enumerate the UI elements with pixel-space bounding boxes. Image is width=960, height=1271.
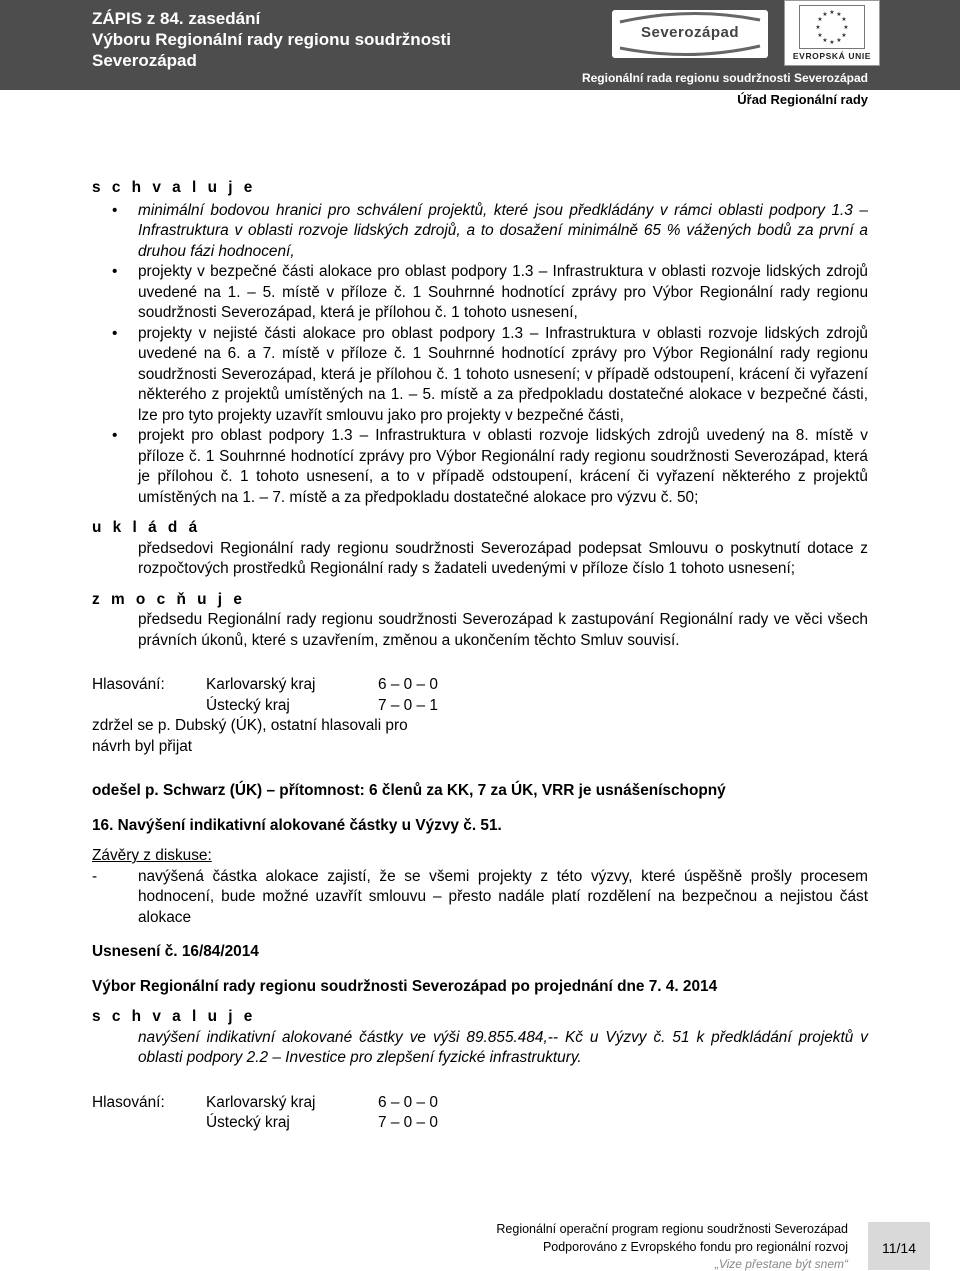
vote-result: 6 – 0 – 0: [378, 676, 438, 693]
discussion-text: navýšená částka alokace zajistí, že se všemi projekty z této výzvy, které úspěšně prošly procesem hodnocení, bude možné uzavřít smlouvu – přesto nadále platí rozdělení na bezpečnou a nejistou část alokace: [138, 867, 868, 926]
svg-text:★: ★: [843, 24, 849, 31]
vote-note: zdržel se p. Dubský (ÚK), ostatní hlasovali pro: [92, 717, 408, 734]
title-line-3: Severozápad: [92, 51, 197, 70]
svg-text:★: ★: [841, 16, 847, 23]
uklada-text: předsedovi Regionální rady regionu soudržnosti Severozápad podepsat Smlouvu o poskytnutí dotace z rozpočtových prostředků Regionální rady s žadateli uvedenými v příloze číslo 1 tohoto usnesení;: [138, 539, 868, 577]
svg-text:★: ★: [829, 39, 835, 46]
page-number-box: [868, 1222, 930, 1270]
page-number: 11/14: [882, 1240, 916, 1256]
title-line-2: Výboru Regionální rady regionu soudržnosti: [92, 30, 451, 49]
title-line-1: ZÁPIS z 84. zasedání: [92, 9, 261, 28]
approval-item: • minimální bodovou hranici pro schválení projektů, které jsou předkládány v rámci oblasti podpory 1.3 – Infrastruktura v oblasti rozvoje lidských zdrojů, a to dosažení minimálně 65 % vážených bodů za první a druhou fázi hodnocení,: [138, 201, 868, 263]
vote-label: Hlasování:: [92, 676, 165, 693]
svg-text:★: ★: [817, 16, 823, 23]
approval-item: • projekty v bezpečné části alokace pro oblast podpory 1.3 – Infrastruktura v oblasti rozvoje lidských zdrojů uvedené na 1. – 5. místě v příloze č. 1 Souhrnné hodnotící zprávy pro Výbor Regionální rady regionu soudržnosti Severozápad, která je přílohou č. 1 tohoto usnesení,: [138, 262, 868, 324]
approval-list: [92, 201, 868, 509]
vote-result: 6 – 0 – 0: [378, 1093, 438, 1111]
vote-row: [92, 696, 868, 717]
severozapad-logo: [612, 10, 768, 58]
vote-region: Karlovarský kraj: [206, 676, 316, 693]
vote-row: [92, 1093, 868, 1114]
vote-result: 7 – 0 – 1: [378, 696, 438, 714]
resolution-number: Usnesení č. 16/84/2014: [92, 943, 259, 960]
header-subtitle: Regionální rada regionu soudržnosti Severozápad: [581, 71, 868, 85]
svg-text:★: ★: [815, 24, 821, 31]
eu-logo: [784, 0, 880, 66]
document-title: [92, 8, 451, 71]
vote-outcome: návrh byl přijat: [92, 737, 193, 755]
svg-text:★: ★: [836, 11, 842, 18]
vote-row: [92, 1113, 868, 1134]
approval-item: • projekty v nejisté části alokace pro oblast podpory 1.3 – Infrastruktura v oblasti rozvoje lidských zdrojů uvedené na 6. a 7. místě v příloze č. 1 Souhrnné hodnotící zprávy pro Výbor Regionální rady regionu soudržnosti Severozápad, která je přílohou č. 1 tohoto usnesení; v případě odstoupení, krácení či vyřazení některého z projektů umístěných na 1. – 5. místě a za předpokladu dostatečné alokace v bezpečné části, lze pro tyto projekty uzavřít smlouvu jako pro projekty v bezpečné části,: [138, 324, 868, 427]
eu-text: EVROPSKÁ UNIE: [792, 51, 872, 61]
vote-row: [92, 675, 868, 696]
keyword-uklada: u k l á d á: [92, 519, 201, 536]
svg-text:★: ★: [817, 32, 823, 39]
dash-marker: -: [92, 867, 98, 885]
svg-text:★: ★: [836, 37, 842, 44]
svg-text:★: ★: [829, 9, 835, 16]
svg-text:★: ★: [841, 32, 847, 39]
approval-text: navýšení indikativní alokované částky ve výši 89.855.484,-- Kč u Výzvy č. 51 k předkládání projektů v oblasti podpory 2.2 – Investice pro zlepšení fyzické infrastruktury.: [138, 1028, 868, 1066]
approval-item: • projekt pro oblast podpory 1.3 – Infrastruktura v oblasti rozvoje lidských zdrojů uvedený na 8. místě v příloze č. 1 Souhrnné hodnotící zprávy pro Výbor Regionální rady regionu soudržnosti Severozápad, která je přílohou č. 1 tohoto usnesení, a to v případě odstoupení, krácení či vyřazení některého z projektů umístěných na 1. – 7. místě a za předpokladu dostatečné alokace pro výzvu č. 50;: [138, 426, 868, 508]
svg-text:★: ★: [822, 11, 828, 18]
attendance-note: odešel p. Schwarz (ÚK) – přítomnost: 6 členů za KK, 7 za ÚK, VRR je usnášeníschopný: [92, 782, 726, 799]
logo-text: Severozápad: [640, 24, 740, 41]
keyword-zmocnuje: z m o c ň u j e: [92, 590, 246, 608]
vote-region: Ústecký kraj: [206, 1114, 290, 1131]
vote-label: Hlasování:: [92, 1093, 165, 1111]
document-body: [92, 178, 868, 1134]
vote-region: Ústecký kraj: [206, 696, 290, 714]
keyword-schvaluje: s c h v a l u j e: [92, 1008, 256, 1025]
item-heading: 16. Navýšení indikativní alokované částky u Výzvy č. 51.: [92, 816, 502, 834]
svg-text:★: ★: [822, 37, 828, 44]
discussion-label: Závěry z diskuse:: [92, 847, 212, 864]
vote-result: 7 – 0 – 0: [378, 1114, 438, 1131]
eu-flag-icon: [799, 5, 865, 49]
footer-motto: „Vize přestane být snem“: [714, 1257, 848, 1271]
keyword-schvaluje: s c h v a l u j e: [92, 179, 256, 196]
header-office: Úřad Regionální rady: [737, 92, 868, 107]
footer-program: Regionální operační program regionu soudržnosti Severozápad: [496, 1222, 848, 1236]
footer-fund: Podporováno z Evropského fondu pro regionální rozvoj: [542, 1240, 848, 1254]
vote-region: Karlovarský kraj: [206, 1093, 316, 1111]
zmocnuje-text: předsedu Regionální rady regionu soudržnosti Severozápad k zastupování Regionální rady ve věci všech právních úkonů, které s uzavřením, změnou a ukončením těchto Smluv souvisí.: [138, 611, 868, 649]
committee-line: Výbor Regionální rady regionu soudržnosti Severozápad po projednání dne 7. 4. 2014: [92, 977, 718, 995]
discussion-item: [92, 867, 868, 929]
